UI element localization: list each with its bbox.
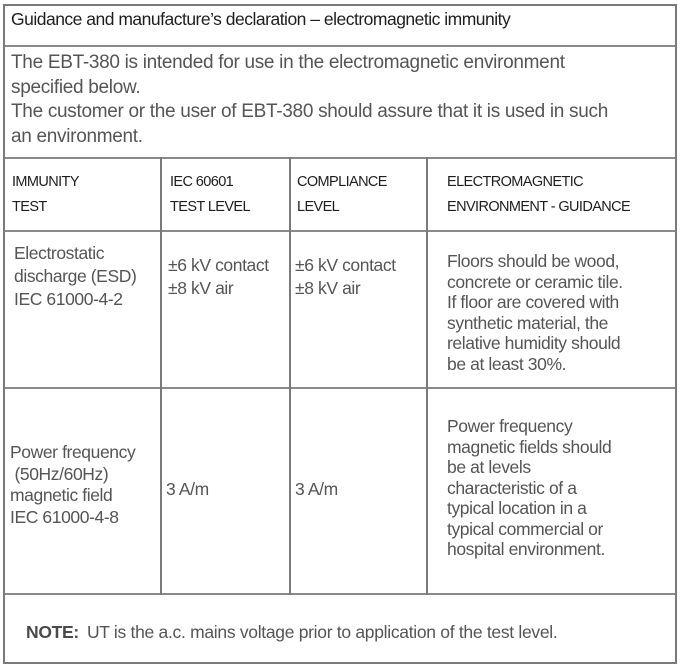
cell-line: IEC 61000-4-8 xyxy=(10,506,119,527)
divider-row2 xyxy=(5,593,675,595)
header-line: COMPLIANCE xyxy=(297,174,387,190)
header-line: LEVEL xyxy=(297,198,340,215)
column-divider-2 xyxy=(289,157,291,595)
cell-line: be at least 30%. xyxy=(447,353,567,374)
header-line: ELECTROMAGNETIC xyxy=(447,174,584,190)
row2-test-level xyxy=(166,479,209,500)
cell-line: Electrostatic xyxy=(14,243,105,263)
row1-guidance xyxy=(447,251,623,374)
header-line: IMMUNITY xyxy=(12,174,79,190)
cell-line: (50Hz/60Hz) xyxy=(10,463,109,484)
cell-line: ±6 kV contact xyxy=(168,255,269,275)
divider-row1 xyxy=(5,387,675,389)
cell-line: characteristic of a xyxy=(447,477,577,498)
cell-line: 3 A/m xyxy=(295,479,338,499)
row1-immunity-test xyxy=(14,242,136,311)
cell-line: ±8 kV air xyxy=(295,278,361,298)
cell-line: Power frequency xyxy=(10,442,136,462)
row1-compliance-level xyxy=(295,254,396,300)
divider-header xyxy=(5,230,675,232)
cell-line: typical commercial or xyxy=(447,518,603,539)
header-line: IEC 60601 xyxy=(170,174,234,190)
cell-line: hospital environment. xyxy=(447,539,605,559)
intro-line: The customer or the user of EBT-380 should assure that it is used in such xyxy=(11,101,608,122)
cell-line: Floors should be wood, xyxy=(447,251,620,271)
intro-line: an environment. xyxy=(11,125,143,147)
column-divider-3 xyxy=(426,157,428,595)
header-line: TEST xyxy=(12,198,47,215)
divider-intro xyxy=(5,157,675,159)
row2-immunity-test xyxy=(10,442,135,528)
cell-line: magnetic fields should xyxy=(447,436,612,457)
note-text: UT is the a.c. mains voltage prior to application of the test level. xyxy=(86,622,558,642)
row2-guidance xyxy=(447,416,611,560)
header-guidance xyxy=(447,170,630,219)
cell-line: discharge (ESD) xyxy=(14,266,137,286)
cell-line: magnetic field xyxy=(10,485,113,505)
cell-line: synthetic material, the xyxy=(447,312,609,333)
divider-title xyxy=(5,45,675,47)
cell-line: typical location in a xyxy=(447,498,587,518)
cell-line: ±6 kV contact xyxy=(295,255,396,275)
intro-line: The EBT-380 is intended for use in the electromagnetic environment xyxy=(11,52,565,73)
header-immunity-test xyxy=(12,170,79,219)
note xyxy=(26,622,557,643)
header-line: TEST LEVEL xyxy=(170,198,250,215)
row1-test-level xyxy=(168,254,269,300)
note-label: NOTE: xyxy=(26,622,79,642)
intro-line: specified below. xyxy=(11,76,141,98)
page-title: Guidance and manufacture’s declaration – electromagnetic immunity xyxy=(11,9,511,29)
row2-compliance-level xyxy=(295,479,338,500)
cell-line: If floor are covered with xyxy=(447,292,619,312)
column-divider-1 xyxy=(160,157,162,595)
cell-line: IEC 61000-4-2 xyxy=(14,289,123,309)
header-test-level xyxy=(170,170,250,219)
intro-text xyxy=(11,51,661,149)
cell-line: Power frequency xyxy=(447,416,573,436)
cell-line: ±8 kV air xyxy=(168,278,234,298)
cell-line: concrete or ceramic tile. xyxy=(447,271,623,292)
cell-line: be at levels xyxy=(447,457,531,477)
header-line: ENVIRONMENT - GUIDANCE xyxy=(447,198,631,215)
cell-line: relative humidity should xyxy=(447,333,621,353)
header-compliance-level xyxy=(297,170,387,219)
cell-line: 3 A/m xyxy=(166,479,209,499)
